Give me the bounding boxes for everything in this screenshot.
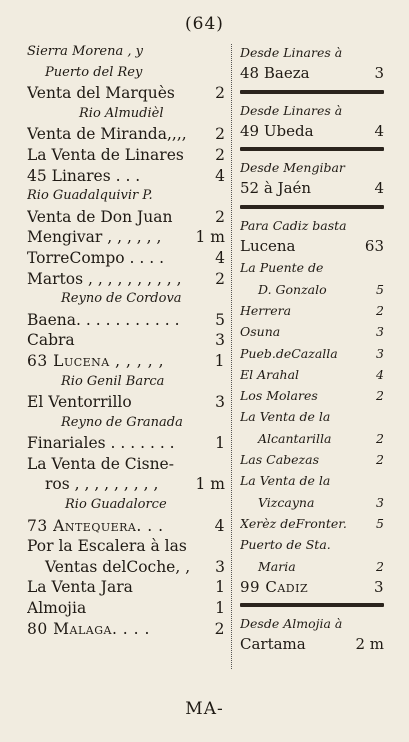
place-name: La Puente de (240, 260, 324, 276)
place-name: Finariales . . . . . . . (27, 434, 175, 453)
section-rule (240, 147, 384, 151)
place-name: Ventas delCoche, , (45, 557, 191, 576)
place-name: Venta de Miranda,,,, (27, 125, 187, 144)
distance-leagues: 3 (374, 64, 384, 83)
distance-leagues: 3 (376, 324, 384, 340)
distance-leagues: 2 (214, 619, 225, 638)
itinerary-row (240, 513, 384, 534)
distance-leagues: 4 (215, 166, 225, 185)
place-name: 63 Lucena , , , , , (27, 351, 164, 370)
catchword: MA- (185, 699, 224, 719)
itinerary-row (27, 186, 225, 207)
distance-leagues: 1 m (195, 475, 225, 494)
place-name: La Venta de Cisne- (27, 454, 174, 473)
itinerary-row (240, 215, 384, 236)
itinerary-row (27, 351, 225, 372)
place-name: Rio Guadalorce (65, 497, 167, 513)
place-name: Maria (258, 558, 296, 574)
distance-leagues: 3 (376, 494, 384, 510)
distance-leagues: 3 (215, 393, 225, 412)
place-name: Pueb.deCazalla (240, 345, 338, 361)
distance-leagues: 5 (376, 515, 384, 531)
itinerary-row (27, 145, 225, 166)
distance-leagues: 4 (374, 179, 384, 198)
distance-leagues: 3 (215, 331, 225, 350)
place-name: 45 Linares . . . (27, 166, 141, 185)
left-itinerary-column (27, 42, 225, 639)
place-name: Reyno de Cordova (61, 291, 182, 307)
distance-leagues: 1 (214, 351, 225, 370)
itinerary-row (240, 364, 384, 385)
column-divider (231, 44, 232, 669)
itinerary-row (240, 449, 384, 470)
itinerary-row (240, 428, 384, 449)
place-name: Sierra Morena , y (27, 44, 143, 59)
place-name: Las Cabezas (240, 452, 320, 468)
itinerary-row (240, 100, 384, 121)
distance-leagues: 1 (215, 578, 225, 597)
distance-leagues: 1 (215, 434, 225, 453)
itinerary-row (27, 413, 225, 434)
itinerary-row (27, 598, 225, 619)
section-rule (240, 205, 384, 209)
itinerary-row (27, 536, 225, 557)
itinerary-row (240, 613, 384, 634)
place-name: Puerto de Sta. (240, 537, 331, 553)
place-name: 48 Baeza (240, 64, 310, 83)
itinerary-row (27, 63, 225, 84)
itinerary-row (27, 124, 225, 145)
distance-leagues: 4 (214, 516, 225, 535)
place-name: 73 Antequera. . . (27, 516, 164, 535)
distance-leagues: 2 (376, 452, 384, 468)
itinerary-row (240, 300, 384, 321)
itinerary-row (27, 310, 225, 331)
place-name: Rio Almudièl (79, 105, 164, 121)
distance-leagues: 2 (215, 207, 225, 226)
place-name: Desde Almojia à (240, 616, 343, 632)
place-name: El Ventorrillo (27, 393, 132, 412)
place-name: Osuna (240, 324, 281, 340)
distance-leagues: 4 (374, 121, 384, 140)
place-name: Desde Mengibar (240, 160, 345, 176)
distance-leagues: 2 (376, 558, 384, 574)
itinerary-row (240, 121, 384, 142)
distance-leagues: 2 m (355, 635, 384, 654)
place-name: D. Gonzalo (258, 281, 327, 297)
itinerary-row (27, 269, 225, 290)
itinerary-row (27, 42, 225, 63)
place-name: Venta de Don Juan (27, 207, 173, 226)
place-name: Por la Escalera à las (27, 537, 187, 556)
itinerary-row (27, 104, 225, 125)
place-name: Para Cadiz basta (240, 217, 347, 233)
itinerary-row (240, 157, 384, 178)
place-name: Cartama (240, 635, 306, 654)
place-name: Baena. . . . . . . . . . . (27, 310, 180, 329)
itinerary-row (240, 492, 384, 513)
place-name: Vizcayna (258, 494, 315, 510)
itinerary-row (27, 83, 225, 104)
itinerary-row (240, 279, 384, 300)
itinerary-row (27, 619, 225, 640)
section-rule (240, 603, 384, 607)
place-name: Venta del Marquès (27, 84, 175, 103)
place-name: La Venta de la (240, 409, 331, 425)
itinerary-row (27, 227, 225, 248)
place-name: Rio Genil Barca (61, 373, 165, 389)
distance-leagues: 2 (376, 388, 384, 404)
itinerary-row (240, 178, 384, 199)
itinerary-row (27, 166, 225, 187)
itinerary-row (240, 534, 384, 555)
place-name: La Venta de Linares (27, 145, 184, 164)
distance-leagues: 4 (376, 366, 384, 382)
right-itinerary-column (240, 42, 384, 656)
itinerary-row (27, 372, 225, 393)
distance-leagues: 2 (215, 269, 225, 288)
itinerary-row (27, 577, 225, 598)
place-name: Desde Linares à (240, 45, 343, 60)
distance-leagues: 2 (215, 125, 225, 144)
place-name: Alcantarilla (258, 430, 332, 446)
itinerary-row (240, 236, 384, 257)
distance-leagues: 4 (215, 248, 225, 267)
distance-leagues: 3 (373, 577, 384, 596)
itinerary-row (240, 385, 384, 406)
place-name: El Arahal (240, 366, 300, 382)
itinerary-row (27, 516, 225, 537)
place-name: Xerèz deFronter. (240, 515, 347, 531)
place-name: 99 Cadiz (240, 577, 309, 596)
distance-leagues: 5 (215, 310, 225, 329)
distance-leagues: 1 (215, 599, 225, 618)
distance-leagues: 2 (215, 84, 225, 103)
itinerary-row (27, 248, 225, 269)
place-name: 52 à Jaén (240, 179, 312, 198)
distance-leagues: 5 (376, 281, 384, 297)
place-name: Rio Guadalquivir P. (27, 188, 153, 204)
itinerary-row (27, 392, 225, 413)
distance-leagues: 1 m (195, 228, 225, 247)
itinerary-row (240, 321, 384, 342)
place-name: Mengivar , , , , , , (27, 228, 162, 247)
place-name: Lucena (240, 237, 296, 256)
place-name: Herrera (240, 302, 292, 318)
itinerary-row (27, 557, 225, 578)
place-name: 49 Ubeda (240, 121, 314, 140)
place-name: TorreCompo . . . . (27, 248, 165, 267)
place-name: Puerto del Rey (45, 64, 143, 80)
place-name: Almojia (27, 599, 87, 618)
itinerary-row (27, 454, 225, 475)
itinerary-row (27, 495, 225, 516)
distance-leagues: 3 (376, 345, 384, 361)
place-name: Reyno de Granada (61, 414, 183, 430)
place-name: Desde Linares à (240, 102, 343, 118)
page-number: (64) (185, 14, 224, 34)
itinerary-row (27, 433, 225, 454)
distance-leagues: 3 (215, 557, 225, 576)
itinerary-row (240, 42, 384, 63)
itinerary-row (240, 634, 384, 655)
place-name: Los Molares (240, 388, 318, 404)
distance-leagues: 63 (364, 237, 384, 256)
place-name: ros , , , , , , , , , (45, 475, 159, 494)
itinerary-row (240, 470, 384, 491)
place-name: Martos , , , , , , , , , , (27, 269, 182, 288)
place-name: Cabra (27, 331, 75, 350)
place-name: La Venta de la (240, 473, 331, 489)
itinerary-row (240, 343, 384, 364)
itinerary-row (240, 556, 384, 577)
itinerary-row (240, 406, 384, 427)
distance-leagues: 2 (376, 430, 384, 446)
distance-leagues: 2 (215, 145, 225, 164)
place-name: 80 Malaga. . . . (27, 619, 150, 638)
distance-leagues: 2 (376, 302, 384, 318)
place-name: La Venta Jara (27, 578, 133, 597)
itinerary-row (27, 474, 225, 495)
itinerary-row (240, 63, 384, 84)
itinerary-row (27, 207, 225, 228)
itinerary-row (27, 330, 225, 351)
section-rule (240, 90, 384, 94)
itinerary-row (240, 257, 384, 278)
itinerary-row (240, 577, 384, 598)
itinerary-row (27, 289, 225, 310)
